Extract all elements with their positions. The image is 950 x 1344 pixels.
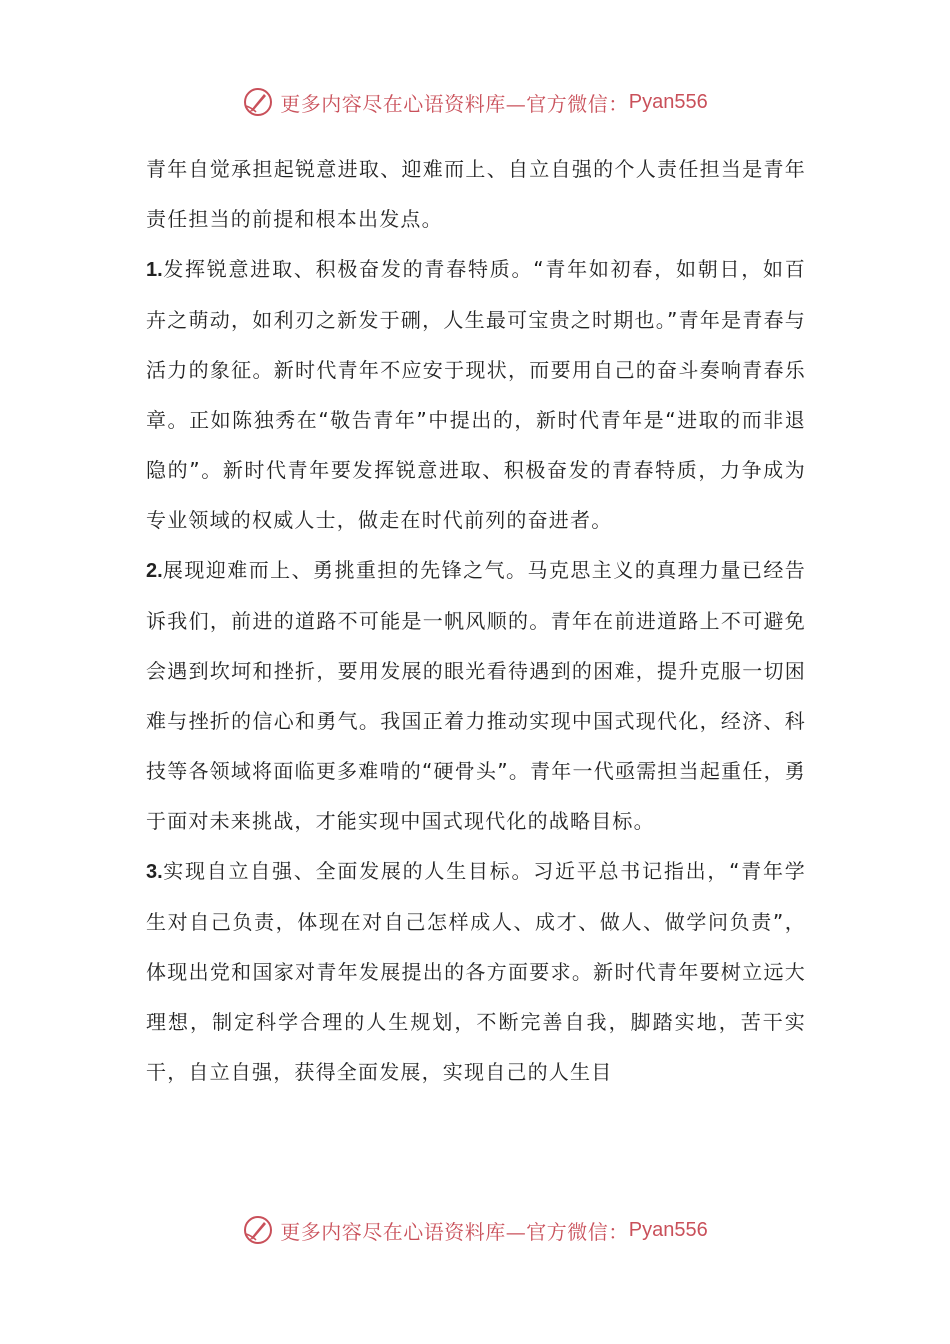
footer-watermark xyxy=(0,1210,950,1250)
document-body xyxy=(146,144,806,1097)
paragraph-number: 1. xyxy=(146,259,163,281)
paragraph-text: 实现自立自强、全面发展的人生目标。习近平总书记指出，“青年学生对自己负责，体现在对自己怎样成人、成才、做人、做学问负责”，体现出党和国家对青年发展提出的各方面要求。新时代青年要树立远大理想，制定科学合理的人生规划，不断完善自我，脚踏实地，苦干实干，自立自强，获得全面发展，实现自己的人生目 xyxy=(146,859,806,1084)
header-watermark xyxy=(0,82,950,122)
paragraph-number: 3. xyxy=(146,861,163,883)
watermark-wechat-id: Pyan556 xyxy=(628,90,708,113)
quill-logo-icon xyxy=(242,86,274,118)
watermark-text: 更多内容尽在心语资料库—官方微信： xyxy=(280,1219,629,1244)
watermark-text: 更多内容尽在心语资料库—官方微信： xyxy=(280,91,629,116)
quill-logo-icon xyxy=(242,1214,274,1246)
paragraph-text: 展现迎难而上、勇挑重担的先锋之气。马克思主义的真理力量已经告诉我们，前进的道路不可能是一帆风顺的。青年在前进道路上不可避免会遇到坎坷和挫折，要用发展的眼光看待遇到的困难，提升克服一切困难与挫折的信心和勇气。我国正着力推动实现中国式现代化，经济、科技等各领域将面临更多难啃的“硬骨头”。青年一代亟需担当起重任，勇于面对未来挑战，才能实现中国式现代化的战略目标。 xyxy=(146,558,806,833)
paragraph-2 xyxy=(146,545,806,846)
paragraph-text: 青年自觉承担起锐意进取、迎难而上、自立自强的个人责任担当是青年责任担当的前提和根本出发点。 xyxy=(146,157,806,231)
watermark-wechat-id: Pyan556 xyxy=(628,1218,708,1241)
paragraph-3 xyxy=(146,846,806,1097)
paragraph-1 xyxy=(146,244,806,545)
paragraph-text: 发挥锐意进取、积极奋发的青春特质。“青年如初春，如朝日，如百卉之萌动，如利刃之新发于硎，人生最可宝贵之时期也。”青年是青春与活力的象征。新时代青年不应安于现状，而要用自己的奋斗奏响青春乐章。正如陈独秀在“敬告青年”中提出的，新时代青年是“进取的而非退隐的”。新时代青年要发挥锐意进取、积极奋发的青春特质，力争成为专业领域的权威人士，做走在时代前列的奋进者。 xyxy=(146,257,806,532)
paragraph-intro xyxy=(146,144,806,244)
paragraph-number: 2. xyxy=(146,560,163,582)
